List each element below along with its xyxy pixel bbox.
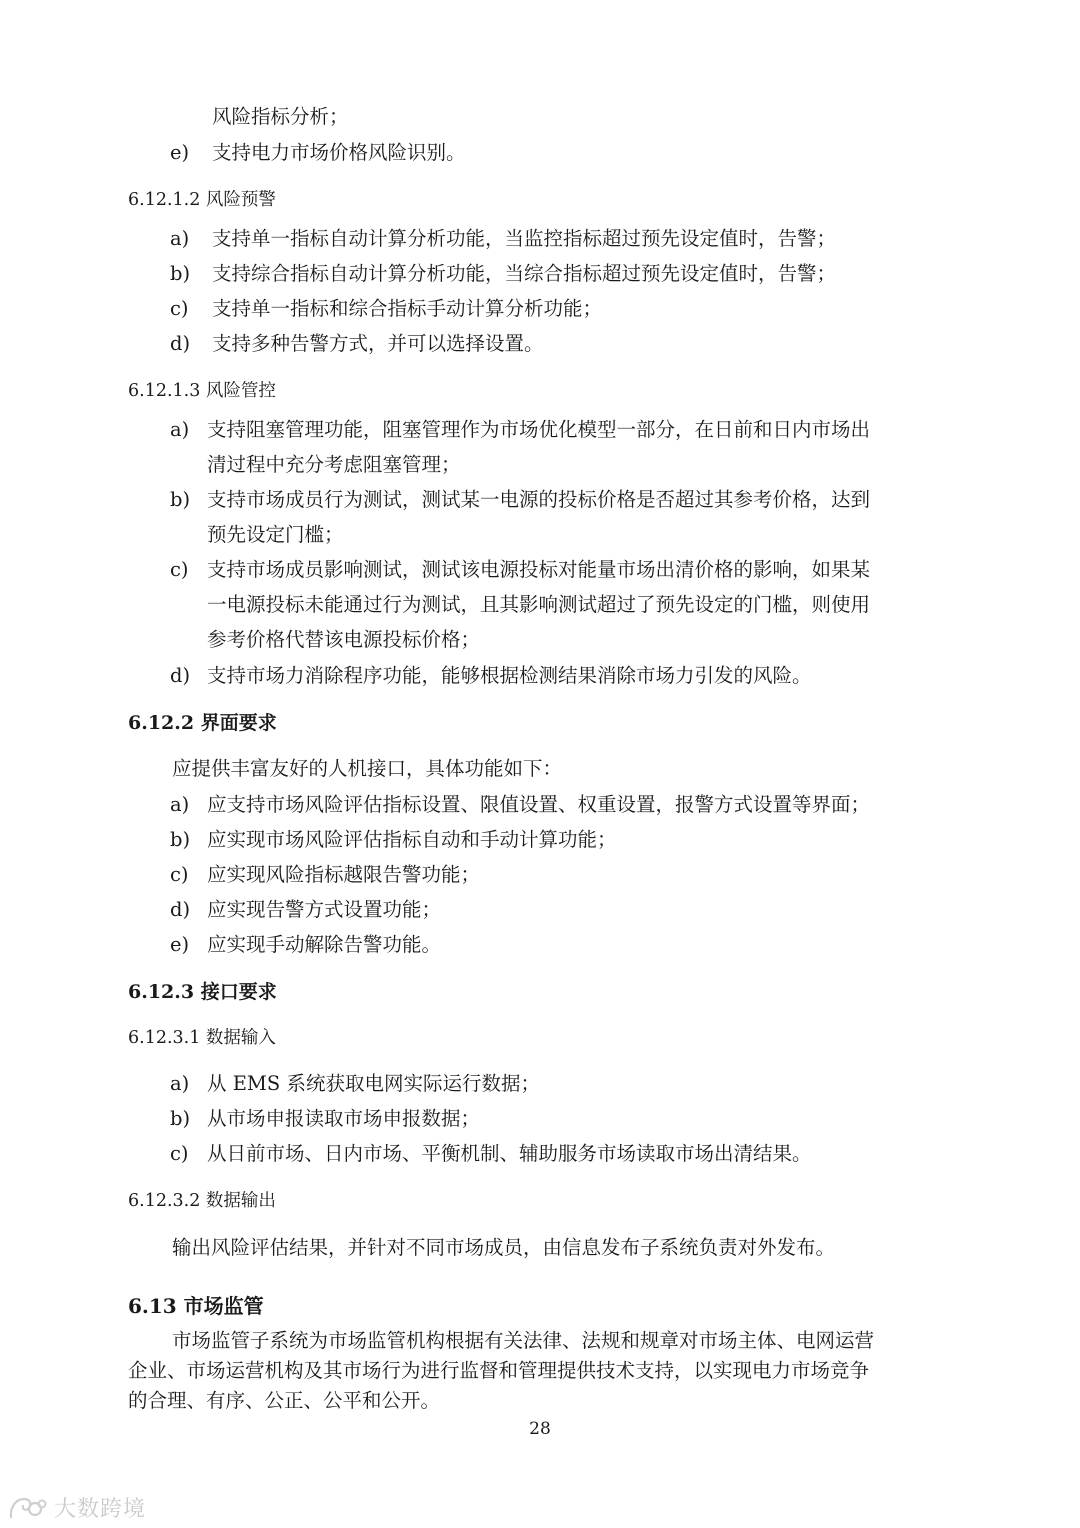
item-text: 支持阻塞管理功能，阻塞管理作为市场优化模型一部分，在日前和日内市场出 xyxy=(207,418,871,441)
item-text: 应实现风险指标越限告警功能； xyxy=(207,863,481,886)
item-text: 支持电力市场价格风险识别。 xyxy=(212,141,466,164)
item-letter: c) xyxy=(170,558,189,581)
item-letter: a) xyxy=(170,793,190,816)
item-letter: c) xyxy=(170,1142,189,1165)
item-text: 支持市场力消除程序功能，能够根据检测结果消除市场力引发的风险。 xyxy=(207,664,812,687)
item-letter: b) xyxy=(170,262,191,285)
item-text: 从市场申报读取市场申报数据； xyxy=(207,1107,481,1130)
item-text: 支持综合指标自动计算分析功能，当综合指标超过预先设定值时，告警； xyxy=(212,262,837,285)
body-text: 输出风险评估结果，并针对不同市场成员，由信息发布子系统负责对外发布。 xyxy=(172,1236,836,1259)
item-text: 一电源投标未能通过行为测试，且其影响测试超过了预先设定的门槛，则使用 xyxy=(207,593,871,616)
watermark-logo-icon xyxy=(8,1495,48,1521)
item-text: 应支持市场风险评估指标设置、限值设置、权重设置，报警方式设置等界面； xyxy=(207,793,871,816)
item-letter: d) xyxy=(170,898,191,921)
watermark-text: 大数跨境 xyxy=(54,1497,147,1522)
item-letter: a) xyxy=(170,227,190,250)
item-letter: b) xyxy=(170,1107,191,1130)
item-letter: b) xyxy=(170,488,191,511)
item-text: 支持市场成员行为测试，测试某一电源的投标价格是否超过其参考价格，达到 xyxy=(207,488,871,511)
item-text: 应实现市场风险评估指标自动和手动计算功能； xyxy=(207,828,617,851)
item-text: 支持市场成员影响测试，测试该电源投标对能量市场出清价格的影响，如果某 xyxy=(207,558,871,581)
item-letter: d) xyxy=(170,332,191,355)
section-heading: 6.12.3 接口要求 xyxy=(128,981,277,1003)
subsection-heading: 6.12.3.1 数据输入 xyxy=(128,1028,276,1048)
watermark xyxy=(8,1492,146,1523)
item-letter: d) xyxy=(170,664,191,687)
item-text: 参考价格代替该电源投标价格； xyxy=(207,628,481,651)
body-text: 的合理、有序、公正、公平和公开。 xyxy=(128,1389,441,1412)
item-text: 应实现告警方式设置功能； xyxy=(207,898,442,921)
page-number: 28 xyxy=(529,1419,551,1439)
intro-text: 应提供丰富友好的人机接口，具体功能如下： xyxy=(172,757,563,780)
item-letter: c) xyxy=(170,863,189,886)
item-letter: a) xyxy=(170,1072,190,1095)
item-text: 从 EMS 系统获取电网实际运行数据； xyxy=(207,1072,540,1095)
section-heading: 6.12.1.3 风险管控 xyxy=(128,381,276,401)
subsection-heading: 6.12.3.2 数据输出 xyxy=(128,1191,276,1211)
item-text: 支持单一指标和综合指标手动计算分析功能； xyxy=(212,297,603,320)
body-text: 企业、市场运营机构及其市场行为进行监督和管理提供技术支持，以实现电力市场竞争 xyxy=(128,1359,870,1382)
section-heading: 6.12.1.2 风险预警 xyxy=(128,190,276,210)
item-text: 从日前市场、日内市场、平衡机制、辅助服务市场读取市场出清结果。 xyxy=(207,1142,812,1165)
item-text: 清过程中充分考虑阻塞管理； xyxy=(207,453,461,476)
item-letter: a) xyxy=(170,418,190,441)
item-letter: c) xyxy=(170,297,189,320)
item-letter: e) xyxy=(170,141,190,164)
item-text: 支持多种告警方式，并可以选择设置。 xyxy=(212,332,544,355)
item-letter: b) xyxy=(170,828,191,851)
item-letter: e) xyxy=(170,933,190,956)
continued-text: 风险指标分析； xyxy=(212,105,349,128)
item-text: 预先设定门槛； xyxy=(207,523,344,546)
section-heading: 6.12.2 界面要求 xyxy=(128,712,277,734)
item-text: 应实现手动解除告警功能。 xyxy=(207,933,442,956)
section-heading: 6.13 市场监管 xyxy=(128,1294,264,1318)
body-text: 市场监管子系统为市场监管机构根据有关法律、法规和规章对市场主体、电网运营 xyxy=(172,1329,875,1352)
item-text: 支持单一指标自动计算分析功能，当监控指标超过预先设定值时，告警； xyxy=(212,227,837,250)
